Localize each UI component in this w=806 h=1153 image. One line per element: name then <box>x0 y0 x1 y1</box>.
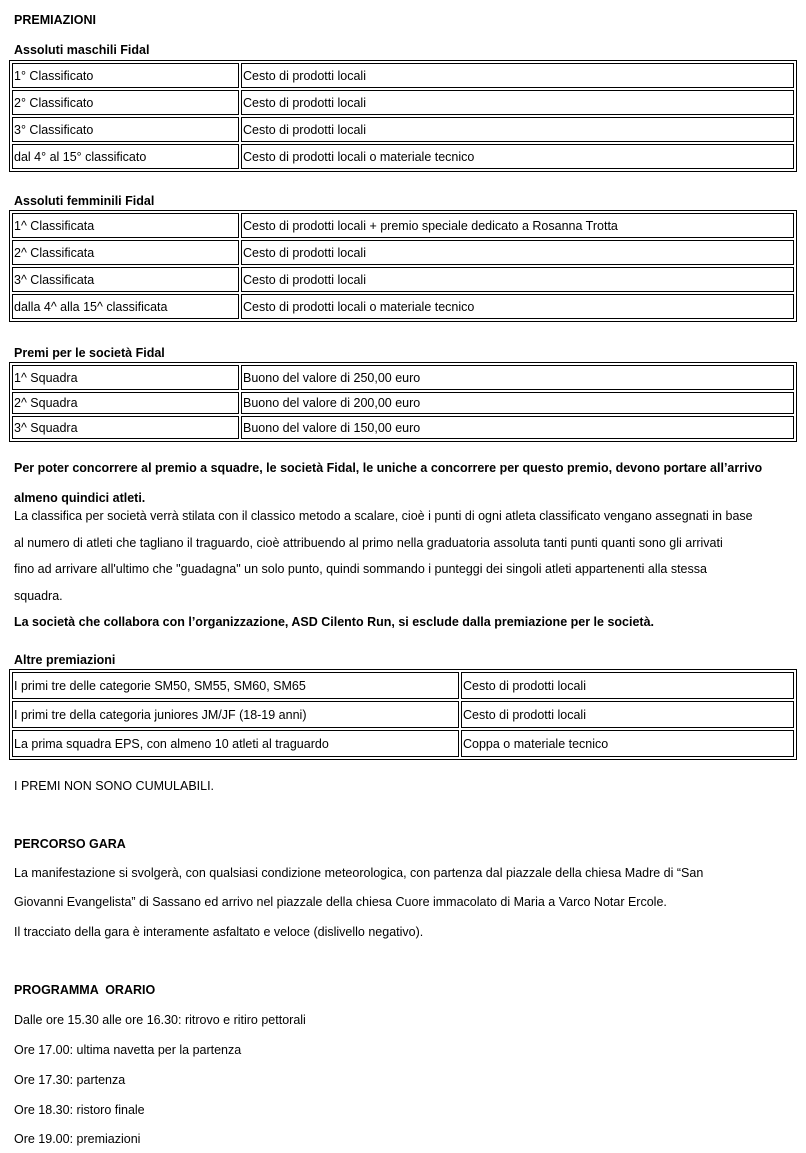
section-title-programma: PROGRAMMA ORARIO <box>14 983 156 997</box>
cell-prize: Buono del valore di 150,00 euro <box>241 416 794 439</box>
programma-item: Ore 18.30: ristoro finale <box>14 1103 145 1117</box>
table-title-femminili: Assoluti femminili Fidal <box>14 194 155 208</box>
table-row <box>12 294 794 319</box>
cell-position: 3^ Classificata <box>12 267 239 292</box>
cell-position: 3^ Squadra <box>12 416 239 439</box>
cell-position: dalla 4^ alla 15^ classificata <box>12 294 239 319</box>
cell-category: I primi tre della categoria juniores JM/JF (18-19 anni) <box>12 701 459 728</box>
cell-position: 3° Classificato <box>12 117 239 142</box>
table-row <box>12 63 794 88</box>
ranking-paragraph-line: al numero di atleti che tagliano il traguardo, cioè attribuendo al primo nella graduatoria assoluta tanti punti quanti sono gli arrivati <box>14 536 723 550</box>
ranking-paragraph-line: La classifica per società verrà stilata con il classico metodo a scalare, cioè i punti di ogni atleta classificato vengano assegnati in base <box>14 509 753 523</box>
ranking-paragraph-line: squadra. <box>14 589 63 603</box>
table-row <box>12 90 794 115</box>
table-row <box>12 392 794 414</box>
cell-prize: Cesto di prodotti locali <box>241 63 794 88</box>
cell-prize: Cesto di prodotti locali <box>241 90 794 115</box>
cell-prize: Cesto di prodotti locali <box>241 117 794 142</box>
programma-item: Ore 17.30: partenza <box>14 1073 126 1087</box>
team-requirement-note-cont: almeno quindici atleti. <box>14 491 146 505</box>
team-requirement-note: Per poter concorrere al premio a squadre, le società Fidal, le uniche a concorrere per questo premio, devono portare all’arrivo <box>14 461 763 475</box>
table-row <box>12 240 794 265</box>
cell-prize: Cesto di prodotti locali <box>461 701 794 728</box>
cell-prize: Cesto di prodotti locali <box>241 267 794 292</box>
programma-item: Ore 19.00: premiazioni <box>14 1132 141 1146</box>
section-title-premiazioni: PREMIAZIONI <box>14 13 96 27</box>
cell-position: 1° Classificato <box>12 63 239 88</box>
exclusion-note: La società che collabora con l’organizzazione, ASD Cilento Run, si esclude dalla premiazione per le società. <box>14 615 654 629</box>
table-row <box>12 144 794 169</box>
table-row <box>12 730 794 757</box>
cell-position: 2° Classificato <box>12 90 239 115</box>
table-row <box>12 365 794 390</box>
table-maschili <box>9 60 797 172</box>
table-title-altre: Altre premiazioni <box>14 653 116 667</box>
cell-position: 2^ Squadra <box>12 392 239 414</box>
cell-prize: Cesto di prodotti locali + premio speciale dedicato a Rosanna Trotta <box>241 213 794 238</box>
ranking-paragraph-line: fino ad arrivare all'ultimo che "guadagna" un solo punto, quindi sommando i punteggi dei singoli atleti appartenenti alla stessa <box>14 562 707 576</box>
cell-position: 2^ Classificata <box>12 240 239 265</box>
table-row <box>12 267 794 292</box>
table-title-societa: Premi per le società Fidal <box>14 346 165 360</box>
cell-position: 1^ Classificata <box>12 213 239 238</box>
non-cumulabili-note: I PREMI NON SONO CUMULABILI. <box>14 779 215 793</box>
table-row <box>12 701 794 728</box>
percorso-line: La manifestazione si svolgerà, con qualsiasi condizione meteorologica, con partenza dal piazzale della chiesa Madre di “San <box>14 866 704 880</box>
cell-prize: Cesto di prodotti locali o materiale tecnico <box>241 144 794 169</box>
percorso-line: Il tracciato della gara è interamente asfaltato e veloce (dislivello negativo). <box>14 925 424 939</box>
cell-prize: Cesto di prodotti locali o materiale tecnico <box>241 294 794 319</box>
cell-category: I primi tre delle categorie SM50, SM55, SM60, SM65 <box>12 672 459 699</box>
cell-position: 1^ Squadra <box>12 365 239 390</box>
cell-prize: Cesto di prodotti locali <box>241 240 794 265</box>
cell-category: La prima squadra EPS, con almeno 10 atleti al traguardo <box>12 730 459 757</box>
percorso-line: Giovanni Evangelista” di Sassano ed arrivo nel piazzale della chiesa Cuore immacolato di Maria a Varco Notar Ercole. <box>14 895 667 909</box>
table-row <box>12 672 794 699</box>
cell-prize: Buono del valore di 250,00 euro <box>241 365 794 390</box>
programma-item: Dalle ore 15.30 alle ore 16.30: ritrovo e ritiro pettorali <box>14 1013 306 1027</box>
table-altre <box>9 669 797 760</box>
section-title-percorso: PERCORSO GARA <box>14 837 126 851</box>
table-societa <box>9 362 797 442</box>
table-title-maschili: Assoluti maschili Fidal <box>14 43 150 57</box>
cell-prize: Buono del valore di 200,00 euro <box>241 392 794 414</box>
cell-prize: Coppa o materiale tecnico <box>461 730 794 757</box>
programma-item: Ore 17.00: ultima navetta per la partenza <box>14 1043 242 1057</box>
table-row <box>12 416 794 439</box>
cell-position: dal 4° al 15° classificato <box>12 144 239 169</box>
table-femminili <box>9 210 797 322</box>
cell-prize: Cesto di prodotti locali <box>461 672 794 699</box>
table-row <box>12 117 794 142</box>
table-row <box>12 213 794 238</box>
